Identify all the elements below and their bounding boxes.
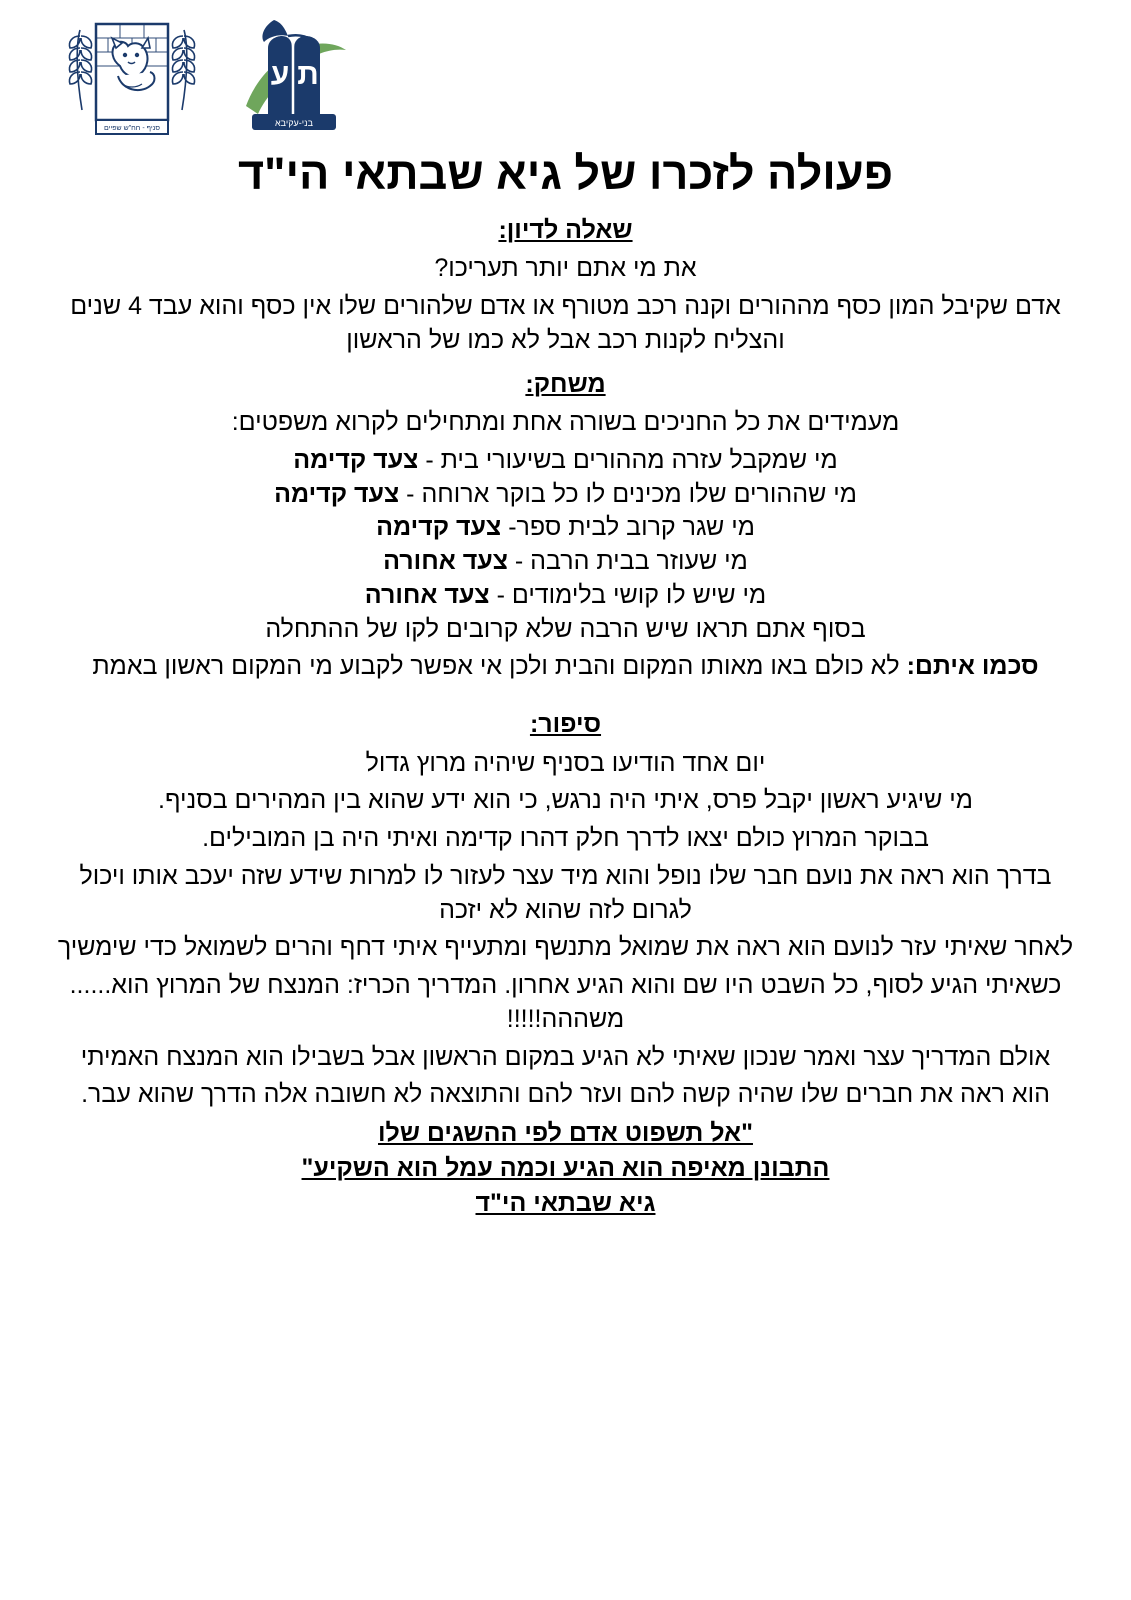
game-line-action: צעד אחורה [364, 580, 490, 609]
story-paragraph: לאחר שאיתי עזר לנועם הוא ראה את שמואל מתנשף ומתעייף איתי דחף והרים לשמואל כדי שימשיך [57, 933, 1074, 962]
sniff-chash-shefayim-logo [62, 14, 202, 142]
game-line-action: צעד קדימה [293, 445, 419, 474]
page-title: פעולה לזכרו של גיא שבתאי הי"ד [237, 148, 894, 199]
game-line-action: צעד אחורה [383, 547, 508, 575]
game-line [52, 511, 1079, 545]
story-paragraph: בבוקר המרוץ כולם יצאו לדרך חלק דהרו קדימה ואיתי היה בן המובילים. [202, 824, 929, 852]
game-line-action: צעד קדימה [274, 479, 400, 508]
game-line [52, 444, 1079, 478]
game-summary-label: סכמו איתם: [906, 652, 1039, 681]
svg-text:ת: ת [297, 58, 319, 91]
game-line [52, 579, 1079, 613]
game-line-text: מי שגר קרוב לבית ספר- [501, 513, 755, 542]
game-line-text: מי שעוזר בבית הרבה - [507, 547, 748, 575]
game-line [52, 545, 1079, 579]
closing-attribution: גיא שבתאי הי"ד [475, 1189, 656, 1217]
story-paragraph: בדרך הוא ראה את נועם חבר שלו נופל והוא מיד עצר לעזור לו למרות שידע שזה יעכב אותו ויכול לגרום לזה שהוא לא יזכה [79, 861, 1052, 924]
bnei-akiva-caption: בני-עקיבא [275, 118, 313, 128]
game-line-text: מי שההורים שלו מכינים לו כל בוקר ארוחה - [399, 479, 857, 508]
section-heading-game: משחק: [525, 369, 606, 398]
discussion-paragraph-1: את מי אתם יותר תעריכו? [434, 254, 697, 283]
story-paragraph: אולם המדריך עצר ואמר שנכון שאיתי לא הגיע במקום הראשון אבל בשבילו הוא המנצח האמיתי [80, 1042, 1051, 1071]
section-heading-story: סיפור: [529, 710, 602, 738]
svg-text:ע: ע [270, 58, 290, 91]
game-after-note: בסוף אתם תראו שיש הרבה שלא קרובים לקו של ההתחלה [265, 614, 866, 643]
game-intro: מעמידים את כל החניכים בשורה אחת ומתחילים לקרוא משפטים: [231, 408, 900, 436]
game-line-action: צעד קדימה [376, 513, 502, 542]
game-summary-text: לא כולם באו מאותו המקום והבית ולכן אי אפשר לקבוע מי המקום ראשון באמת [92, 652, 907, 681]
closing-quote-line-2: התבונן מאיפה הוא הגיע וכמה עמל הוא השקיע" [301, 1154, 830, 1182]
logo-row [52, 14, 1079, 146]
story-paragraph: הוא ראה את חברים שלו שהיה קשה להם ועזר להם והתוצאה לא חשובה אלה הדרך שהוא עבר. [81, 1080, 1050, 1109]
sniff-logo-caption: סניף - חח"ש שפיים [104, 125, 160, 132]
game-line [52, 478, 1079, 512]
tablets-icon [268, 36, 320, 114]
game-line-text: מי שמקבל עזרה מההורים בשיעורי בית - [418, 445, 838, 474]
section-heading-discussion: שאלה לדיון: [498, 215, 633, 244]
bnei-akiva-logo [230, 14, 358, 140]
game-line-text: מי שיש לו קושי בלימודים - [489, 580, 767, 609]
story-paragraph: יום אחד הודיעו בסניף שיהיה מרוץ גדול [365, 748, 766, 777]
game-summary [52, 650, 1079, 684]
story-paragraph: מי שיגיע ראשון יקבל פרס, איתי היה נרגש, כי הוא ידע שהוא בין המהירים בסניף. [158, 786, 973, 815]
closing-quote-line-1: "אל תשפוט אדם לפי ההשגים שלו [378, 1119, 753, 1147]
discussion-paragraph-2: אדם שקיבל המון כסף מההורים וקנה רכב מטורף או אדם שלהורים שלו אין כסף והוא עבד 4 שנים והצליח לקנות רכב אבל לא כמו של הראשון [70, 292, 1061, 354]
story-paragraph: כשאיתי הגיע לסוף, כל השבט היו שם והוא הגיע אחרון. המדריך הכריז: המנצח של המרוץ הוא...... משההה!!!!! [69, 971, 1062, 1033]
